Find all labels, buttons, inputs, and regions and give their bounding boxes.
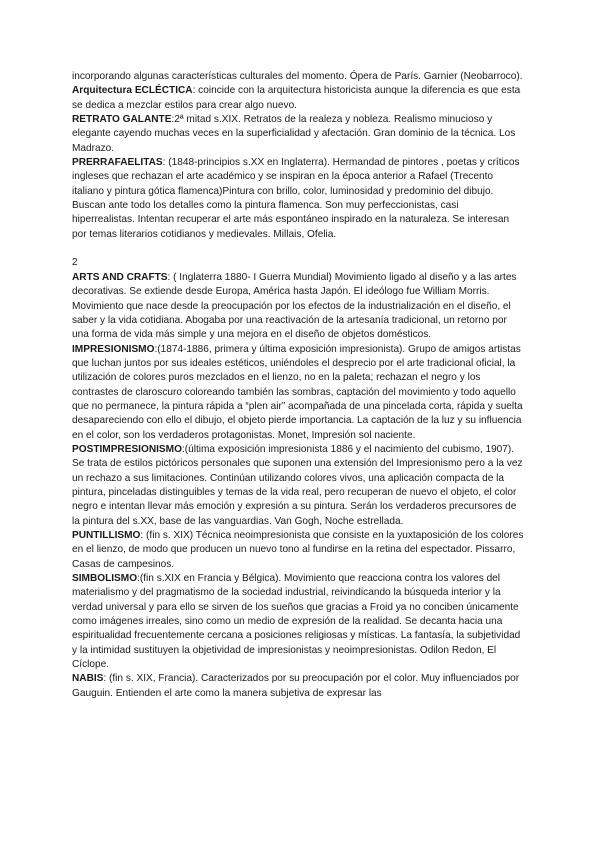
entry-impresionismo — [72, 343, 524, 443]
entry-term: PUNTILLISMO — [72, 530, 141, 541]
page-number: 2 — [72, 257, 78, 269]
entry-text: : ( Inglaterra 1880- I Guerra Mundial) Movimiento ligado al diseño y a las artes decorativas. Se extiende desde Europa, América hasta Japón. El ideólogo fue William Morris. Movimiento que nace desde la preocupación por los efectos de la industrialización en el diseño, el saber y la vida cotidiana. Abogaba por una reactivación de la artesanía tradicional, un retorno por una forma de vida más simple y una mejora en el diseño de objetos domésticos. — [72, 271, 517, 341]
entry-arquitectura-eclectica — [72, 84, 524, 113]
intro-paragraph — [72, 70, 524, 84]
entry-term: ARTS AND CRAFTS — [72, 271, 168, 283]
document-body — [72, 70, 524, 701]
entry-prerrafaelitas — [72, 156, 524, 242]
entry-text: :(última exposición impresionista 1886 y el nacimiento del cubismo, 1907). Se trata de estilos pictóricos personales que suponen una extensión del Impresionismo pero a la vez un rechazo a sus limitaciones. Continúan utilizando colores vivos, una aplicación compacta de la pintura, pinceladas distinguibles y temas de la vida real, pero recuperan de nuevo el objeto, el color negro e intentan llevar más emoción y expresión a su pintura. Serán los verdaderos precursores de la pintura del s.XX, base de las vanguardias. Van Gogh, Noche estrellada. — [72, 443, 523, 527]
entry-term: RETRATO GALANTE — [72, 114, 172, 126]
entry-text: : (1848-principios s.XX en Inglaterra). Hermandad de pintores , poetas y críticos ingleses que rechazan el arte académico y se inspiran en la época anterior a Rafael (Trecento italiano y pintura gótica flamenca)Pintura con brillo, color, luminosidad y predominio del dibujo. Buscan ante todo los detalles como la pintura flamenca. Son muy perfeccionistas, casi hiperrealistas. Intentan recuperar el arte más espontáneo inspirado en la naturaleza. Se interesan por temas literarios cotidianos y medievales. Millais, Ofelia. — [72, 157, 520, 240]
entry-term: SIMBOLISMO — [72, 573, 138, 585]
entry-term: NABIS — [72, 673, 104, 685]
entry-retrato-galante — [72, 113, 524, 156]
entry-term: POSTIMPRESIONISMO — [72, 443, 182, 455]
entry-text: :2ª mitad s.XIX. Retratos de la realeza y nobleza. Realismo minucioso y elegante cayendo muchas veces en la superficialidad y afectación. Gran dominio de la técnica. Los Madrazo. — [72, 114, 516, 154]
entry-arts-and-crafts — [72, 271, 524, 343]
entry-term: IMPRESIONISMO — [72, 343, 155, 355]
entry-term: PRERRAFAELITAS — [72, 157, 163, 169]
entry-text: : (fin s. XIX, Francia). Caracterizados por su preocupación por el color. Muy influenciados por Gauguin. Entienden el arte como la manera subjetiva de expresar las — [72, 673, 520, 699]
entry-simbolismo — [72, 572, 524, 672]
entry-text: : coincide con la arquitectura historicista aunque la diferencia es que esta se dedica a mezclar estilos para crear algo nuevo. — [72, 85, 521, 111]
intro-text: incorporando algunas características culturales del momento. Ópera de París. Garnier (Neobarroco). — [72, 71, 523, 82]
entry-text: : (fin s. XIX) Técnica neoimpresionista que consiste en la yuxtaposición de los colores en el lienzo, de modo que producen un nuevo tono al fundirse en la retina del espectador. Pissarro, Casas de campesinos. — [72, 530, 524, 570]
entry-text: :(1874-1886, primera y última exposición impresionista). Grupo de amigos artistas que luchan juntos por sus ideales estéticos, uniéndoles el desprecio por el arte tradicional oficial, la utilización de colores puros mezclados en el lienzo, no en la paleta; rechazan el negro y los contrastes de claroscuro coloreando también las sombras, captación del movimiento y todo aquello que no permanece, la pintura rápida a “plen air” acompañada de una pincelada corta, rápida y suelta desapareciendo con ello el dibujo, el objeto pierde importancia. La captación de la luz y su influencia en el color, son los verdaderos protagonistas. Monet, Impresión sol naciente. — [72, 343, 523, 441]
entry-term: Arquitectura ECLÉCTICA — [72, 85, 193, 97]
entry-puntillismo — [72, 529, 524, 572]
entry-nabis — [72, 672, 524, 701]
entry-text: :(fin s.XIX en Francia y Bélgica). Movimiento que reacciona contra los valores del materialismo y del pragmatismo de la sociedad industrial, reivindicando la búsqueda interior y la verdad universal y para ello se sirven de los sueños que gracias a Froid ya no conciben únicamente como imágenes irreales, sino como un medio de expresión de la realidad. Se decanta hacia una espiritualidad frecuentemente cercana a posiciones religiosas y místicas. La fantasía, la subjetividad y la intimidad sustituyen la objetividad de impresionistas y neoimpresionistas. Odilon Redon, El Cíclope. — [72, 573, 521, 671]
entry-postimpresionismo — [72, 443, 524, 529]
